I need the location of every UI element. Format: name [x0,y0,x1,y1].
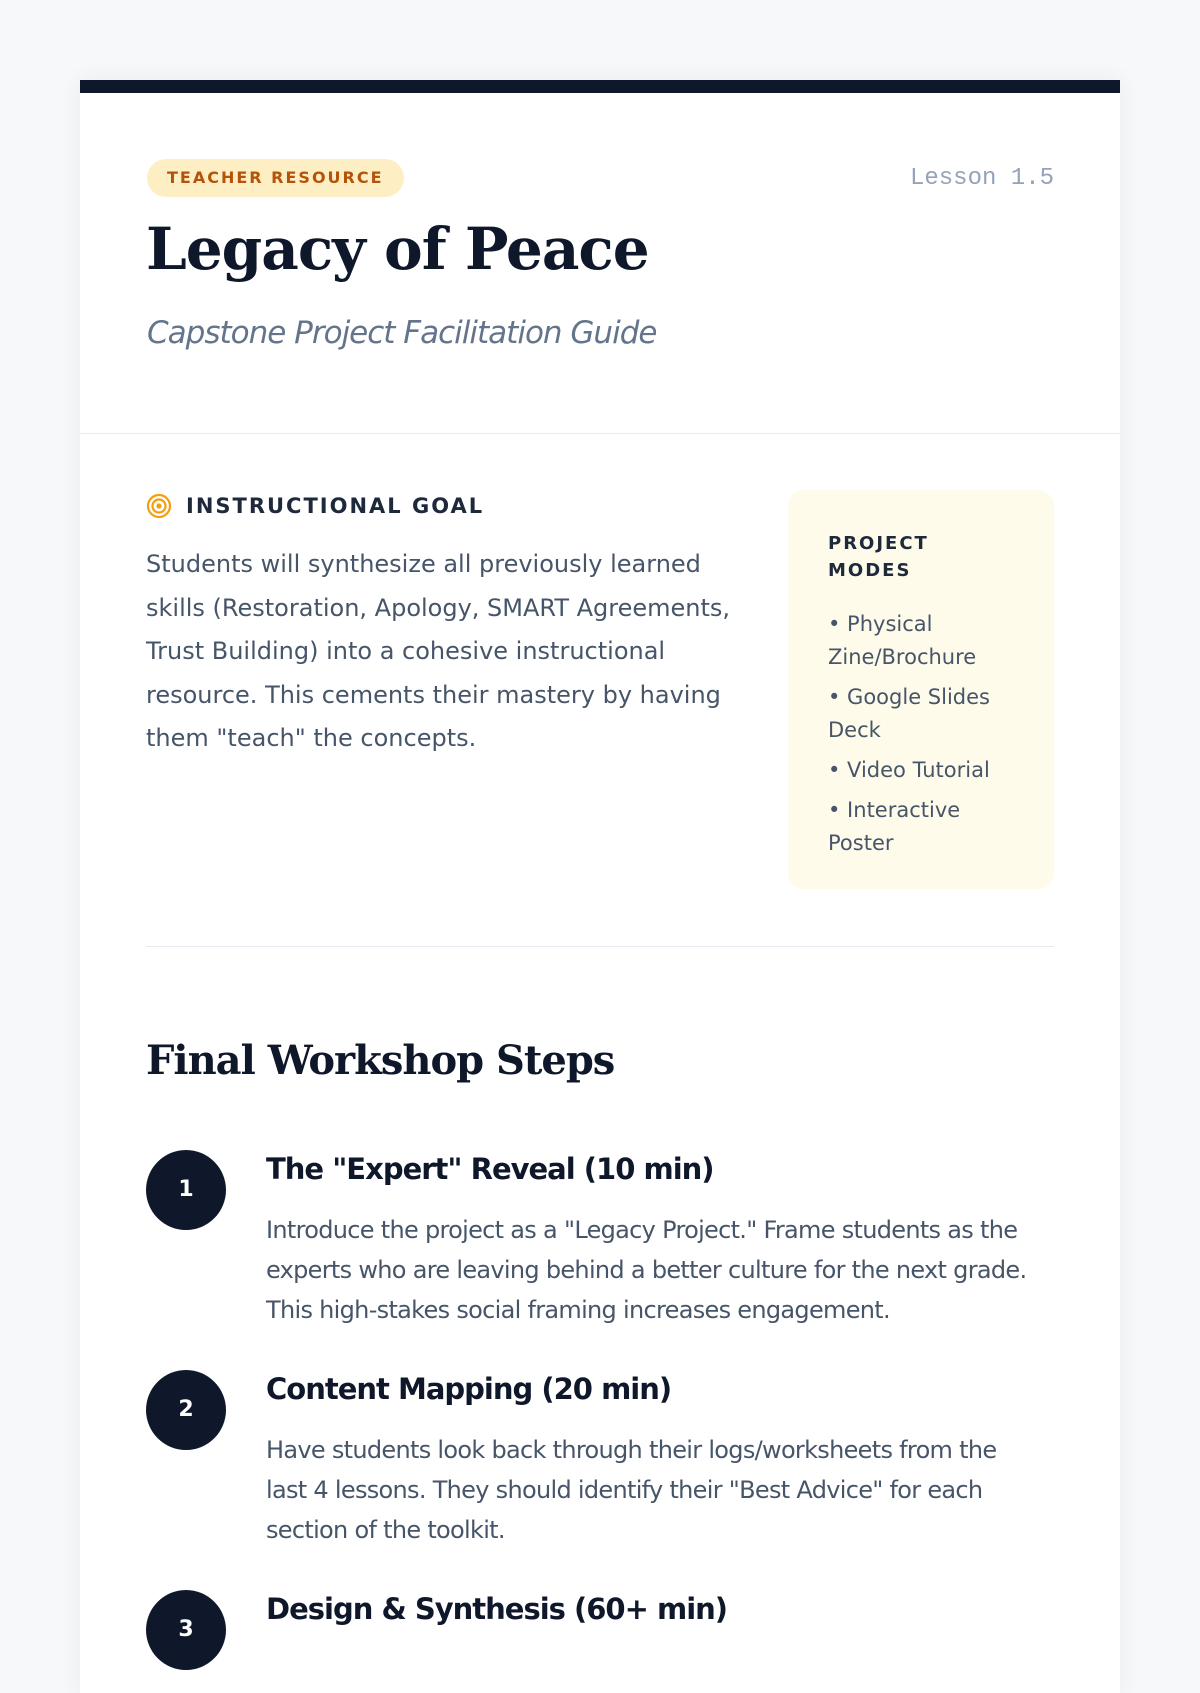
project-modes-list [828,608,1014,860]
project-mode-item: • Physical Zine/Brochure [828,612,977,669]
target-icon [146,493,172,519]
step-description: Have students look back through their logs/worksheets from the last 4 lessons. They should identify their "Best Advice" for each section of the toolkit. [266,1436,997,1544]
project-modes-panel [788,490,1054,889]
card-header [80,93,1120,434]
step-description: Introduce the project as a "Legacy Project." Frame students as the experts who are leaving behind a better culture for the next grade. This high-stakes social framing increases engagement. [266,1216,1027,1324]
lesson-number: Lesson 1.5 [909,165,1054,192]
instructional-goal-label: INSTRUCTIONAL GOAL [186,494,485,518]
resource-card [80,80,1120,1693]
workshop-steps-title: Final Workshop Steps [146,1037,615,1084]
page-title: Legacy of Peace [146,215,649,283]
step-title: Design & Synthesis (60+ min) [266,1592,728,1626]
project-modes-title: PROJECT MODES [828,533,929,581]
step-number-badge: 1 [146,1150,226,1230]
project-mode-item: • Video Tutorial [828,758,990,782]
step-number-badge: 3 [146,1590,226,1670]
instructional-goal-text: Students will synthesize all previously learned skills (Restoration, Apology, SMART Agreements, Trust Building) into a cohesive instructional resource. This cements their mastery by having them "teach" the concepts. [146,550,731,752]
step-title: The "Expert" Reveal (10 min) [266,1152,714,1186]
project-mode-item: • Interactive Poster [828,798,961,855]
step-number-badge: 2 [146,1370,226,1450]
instructional-goal-heading [146,493,484,519]
project-mode-item: • Google Slides Deck [828,685,990,742]
resource-type-badge: TEACHER RESOURCE [147,159,404,197]
step-title: Content Mapping (20 min) [266,1372,672,1406]
page-subtitle: Capstone Project Facilitation Guide [147,315,657,351]
section-divider [146,946,1054,947]
